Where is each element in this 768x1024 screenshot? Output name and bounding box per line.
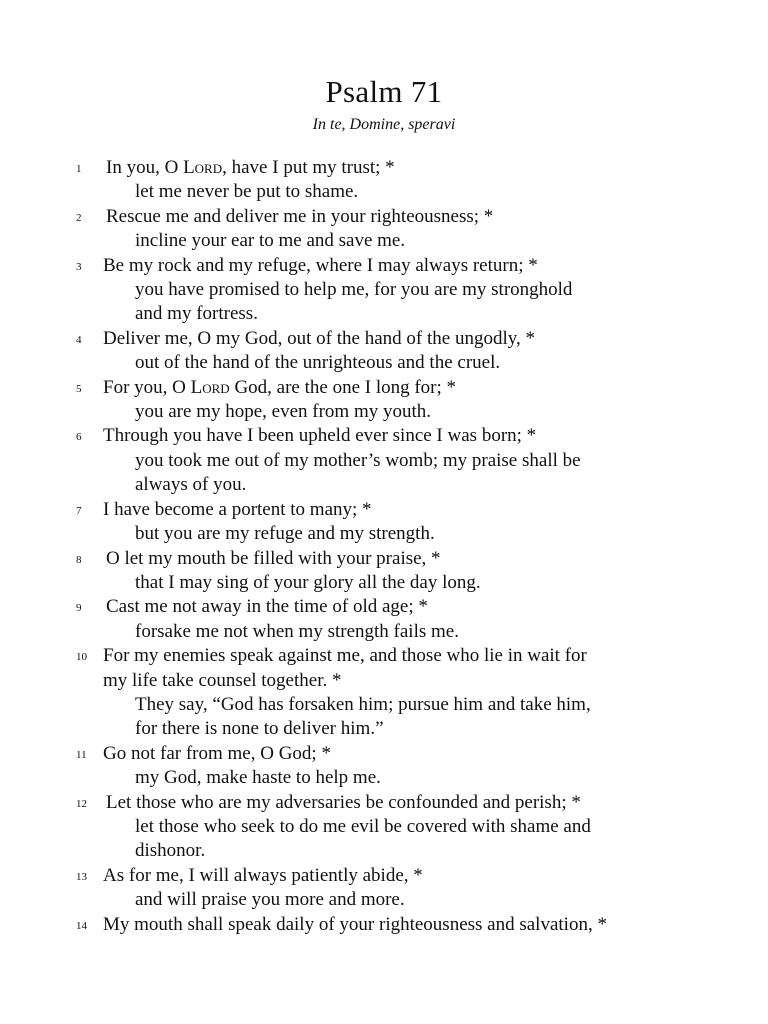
verse-text: , have I put my trust; *: [222, 157, 395, 178]
verse-first-line: [0, 254, 768, 278]
verse-number: 1: [76, 163, 82, 175]
divine-name: Lord: [190, 376, 230, 398]
verse-second-line: forsake me not when my strength fails me.: [135, 620, 459, 642]
verse-number: 7: [76, 504, 82, 517]
verse-first-line: [0, 742, 768, 766]
verse-text: O let my mouth be filled with your praise, *: [106, 547, 441, 569]
verse-number: 14: [76, 919, 87, 932]
psalm-subtitle: In te, Domine, speravi: [312, 116, 456, 133]
verse-second-line: you have promised to help me, for you are my stronghold: [135, 279, 573, 301]
verse-8: [0, 547, 768, 596]
verse-first-line-continued: my life take counsel together. *: [103, 669, 342, 691]
verse-first-line: [0, 498, 768, 522]
verse-text: For my enemies speak against me, and those who lie in wait for: [103, 645, 587, 667]
verse-second-line: dishonor.: [135, 840, 206, 862]
verse-5: [0, 376, 768, 425]
verse-number: 13: [76, 870, 87, 883]
verse-second-line: let me never be put to shame.: [135, 181, 359, 203]
verse-number: 10: [76, 651, 87, 664]
verse-first-line: [0, 327, 768, 351]
verse-text: I have become a portent to many; *: [103, 498, 372, 520]
verse-text: For you, O: [103, 376, 191, 398]
verse-second-line: that I may sing of your glory all the day long.: [135, 571, 481, 593]
verse-first-line: [0, 791, 768, 815]
verse-second-line: incline your ear to me and save me.: [135, 230, 406, 252]
verse-second-line: always of you.: [135, 474, 247, 496]
verse-second-line: let those who seek to do me evil be covered with shame and: [135, 815, 591, 837]
verse-number: 4: [76, 333, 82, 346]
verse-14: [0, 913, 768, 937]
verse-text: Be my rock and my refuge, where I may always return; *: [103, 254, 538, 276]
verse-second-line: They say, “God has forsaken him; pursue him and take him,: [135, 693, 591, 715]
verse-second-line: you are my hope, even from my youth.: [135, 401, 432, 423]
verse-first-line: [0, 156, 768, 180]
verse-second-line: you took me out of my mother’s womb; my praise shall be: [135, 449, 581, 471]
verse-11: [0, 742, 768, 791]
verse-first-line: [0, 644, 768, 668]
verse-first-line: [0, 424, 768, 448]
verse-1: [0, 156, 768, 205]
verse-number: 2: [76, 211, 82, 224]
verse-text: Go not far from me, O God; *: [103, 742, 331, 764]
verse-first-line: [0, 913, 768, 937]
verse-7: [0, 498, 768, 547]
verse-12: [0, 791, 768, 864]
verse-6: [0, 424, 768, 497]
verse-2: [0, 205, 768, 254]
verse-second-line: and will praise you more and more.: [135, 889, 405, 911]
verse-first-line: [0, 864, 768, 888]
verse-text: Deliver me, O my God, out of the hand of the ungodly, *: [103, 327, 535, 349]
verse-number: 11: [76, 748, 87, 761]
verse-first-line: [0, 205, 768, 229]
verse-list: [0, 156, 768, 937]
psalm-title: Psalm 71: [325, 74, 443, 109]
divine-name: Lord: [183, 157, 223, 178]
verse-number: 9: [76, 602, 82, 615]
verse-13: [0, 864, 768, 913]
verse-text: God, are the one I long for; *: [229, 376, 457, 398]
verse-text: Cast me not away in the time of old age; *: [106, 596, 428, 618]
verse-text: My mouth shall speak daily of your righteousness and salvation, *: [103, 913, 607, 935]
verse-number: 3: [76, 260, 82, 273]
verse-text: Through you have I been upheld ever since I was born; *: [103, 425, 537, 447]
verse-number: 8: [76, 553, 82, 566]
verse-text: Rescue me and deliver me in your righteousness; *: [106, 205, 494, 227]
verse-number: 5: [76, 382, 82, 395]
verse-first-line: [0, 547, 768, 571]
verse-second-line: but you are my refuge and my strength.: [135, 523, 435, 545]
verse-text: In you, O: [106, 157, 184, 178]
verse-9: [0, 595, 768, 644]
verse-3: [0, 254, 768, 327]
verse-second-line: my God, make haste to help me.: [135, 767, 381, 789]
verse-number: 6: [76, 431, 82, 444]
verse-10: [0, 644, 768, 742]
verse-text: As for me, I will always patiently abide, *: [103, 864, 423, 886]
verse-first-line: [0, 376, 768, 400]
verse-second-line: out of the hand of the unrighteous and the cruel.: [135, 352, 501, 374]
verse-second-line: for there is none to deliver him.”: [135, 718, 384, 740]
verse-text: Let those who are my adversaries be confounded and perish; *: [106, 791, 581, 813]
verse-number: 12: [76, 797, 87, 810]
verse-4: [0, 327, 768, 376]
verse-second-line: and my fortress.: [135, 303, 258, 325]
verse-first-line: [0, 595, 768, 619]
